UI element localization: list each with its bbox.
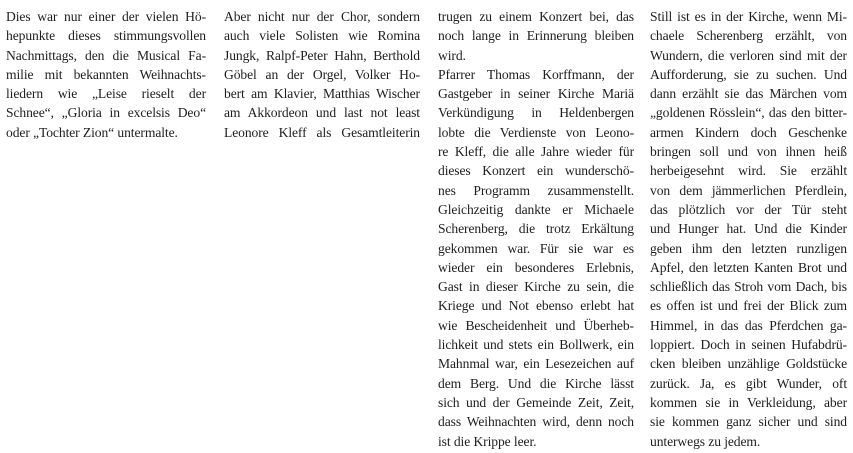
- text-line: Leonore Kleff als Gesamtleiterin: [224, 124, 420, 140]
- text-line: Dies war nur einer der vielen Hö-: [6, 9, 206, 24]
- text-line: noch lange in Erinnerung bleiben: [438, 28, 634, 44]
- text-line: Gastgeber in seiner Kirche Mariä: [438, 86, 634, 102]
- article-column-4: [650, 7, 847, 451]
- text-line: Pfarrer Thomas Korffmann, der: [438, 66, 634, 82]
- text-line: dann erzählt sie das Märchen vom: [650, 86, 847, 102]
- text-line: Nachmittags, den die Musical Fa-: [6, 47, 206, 63]
- text-line: kommen sie in Verkleidung, aber: [650, 394, 847, 410]
- text-line: oder „Tochter Zion“ untermalte.: [6, 124, 178, 140]
- text-line: lobte die Verdienste von Leono-: [438, 124, 634, 140]
- text-line: dass Weihnachten wird, denn noch: [438, 414, 634, 430]
- text-line: Göbel an der Orgel, Volker Ho-: [224, 66, 420, 82]
- text-line: trugen zu einem Konzert bei, das: [438, 9, 634, 24]
- text-line: Wundern, die verloren sind mit der: [650, 47, 847, 63]
- article-column-1: [6, 7, 206, 142]
- text-line: nes Programm zusammenstellt.: [438, 182, 634, 198]
- text-line: dieses Konzert ein wunderschö-: [438, 163, 634, 179]
- article-column-3: [438, 7, 634, 451]
- text-line: Gast in dieser Kirche zu sein, die: [438, 279, 634, 295]
- text-line: bringen soll und von ihnen heiß: [650, 144, 847, 160]
- text-line: von dem jämmerlichen Pferdlein,: [650, 182, 847, 198]
- text-line: Still ist es in der Kirche, wenn Mi-: [650, 9, 847, 24]
- text-line: sich und der Gemeinde Zeit, Zeit,: [438, 394, 634, 410]
- text-line: schließlich das Stroh vom Dach, bis: [650, 279, 847, 295]
- text-line: herbeigesehnt wird. Sie erzählt: [650, 163, 847, 179]
- text-line: dem Berg. Und die Kirche lässt: [438, 375, 634, 391]
- text-line: wird.: [438, 47, 466, 63]
- text-line: chaele Scherenberg erzählt, von: [650, 28, 847, 44]
- text-line: Aufforderung, sie zu suchen. Und: [650, 66, 847, 82]
- text-line: das plötzlich vor der Tür steht: [650, 201, 847, 217]
- text-line: gekommen war. Für sie war es: [438, 240, 634, 256]
- text-line: bert am Klavier, Matthias Wischer: [224, 86, 420, 102]
- text-line: „goldenen Rösslein“, das den bitter-: [650, 105, 847, 121]
- text-line: Verkündigung in Heldenbergen: [438, 105, 634, 121]
- text-line: auch viele Solisten wie Romina: [224, 28, 420, 44]
- text-line: Himmel, in das das Pferdchen ga-: [650, 317, 847, 333]
- text-line: lichkeit und stets ein Bollwerk, ein: [438, 337, 634, 353]
- text-line: und Hunger hat. Und die Kinder: [650, 221, 847, 237]
- text-line: am Akkordeon und last not least: [224, 105, 420, 121]
- text-line: geben ihm den letzten runzligen: [650, 240, 847, 256]
- text-line: sie kommen ganz sicher und sind: [650, 414, 847, 430]
- text-line: armen Kindern doch Geschenke: [650, 124, 847, 140]
- text-line: liedern wie „Leise rieselt der: [6, 86, 206, 102]
- text-line: Scherenberg, die trotz Erkältung: [438, 221, 634, 237]
- text-line: Gleichzeitig dankte er Michaele: [438, 201, 634, 217]
- text-line: Jungk, Ralpf-Peter Hahn, Berthold: [224, 47, 420, 63]
- text-line: zurück. Ja, es gibt Wunder, oft: [650, 375, 847, 391]
- article-column-2: [224, 7, 420, 142]
- text-line: es offen ist und frei der Blick zum: [650, 298, 847, 314]
- text-line: Apfel, den letzten Kanten Brot und: [650, 259, 847, 275]
- text-line: wie Bescheidenheit und Überheb-: [438, 317, 634, 333]
- text-line: milie mit bekannten Weihnachts-: [6, 66, 206, 82]
- text-line: ist die Krippe leer.: [438, 433, 537, 449]
- text-line: wieder ein besonderes Erlebnis,: [438, 259, 634, 275]
- text-line: Schnee“, „Gloria in excelsis Deo“: [6, 105, 206, 121]
- text-line: unterwegs zu jedem.: [650, 433, 761, 449]
- text-line: re Kleff, die alle Jahre wieder für: [438, 144, 634, 160]
- text-line: loppiert. Doch in seinen Hufabdrü-: [650, 337, 847, 353]
- text-line: Kriege und Not ebenso erlebt hat: [438, 298, 634, 314]
- text-line: Mahnmal war, ein Lesezeichen auf: [438, 356, 634, 372]
- text-line: Aber nicht nur der Chor, sondern: [224, 9, 420, 24]
- text-line: hepunkte dieses stimmungsvollen: [6, 28, 206, 44]
- text-line: cken bleiben unzählige Goldstücke: [650, 356, 847, 372]
